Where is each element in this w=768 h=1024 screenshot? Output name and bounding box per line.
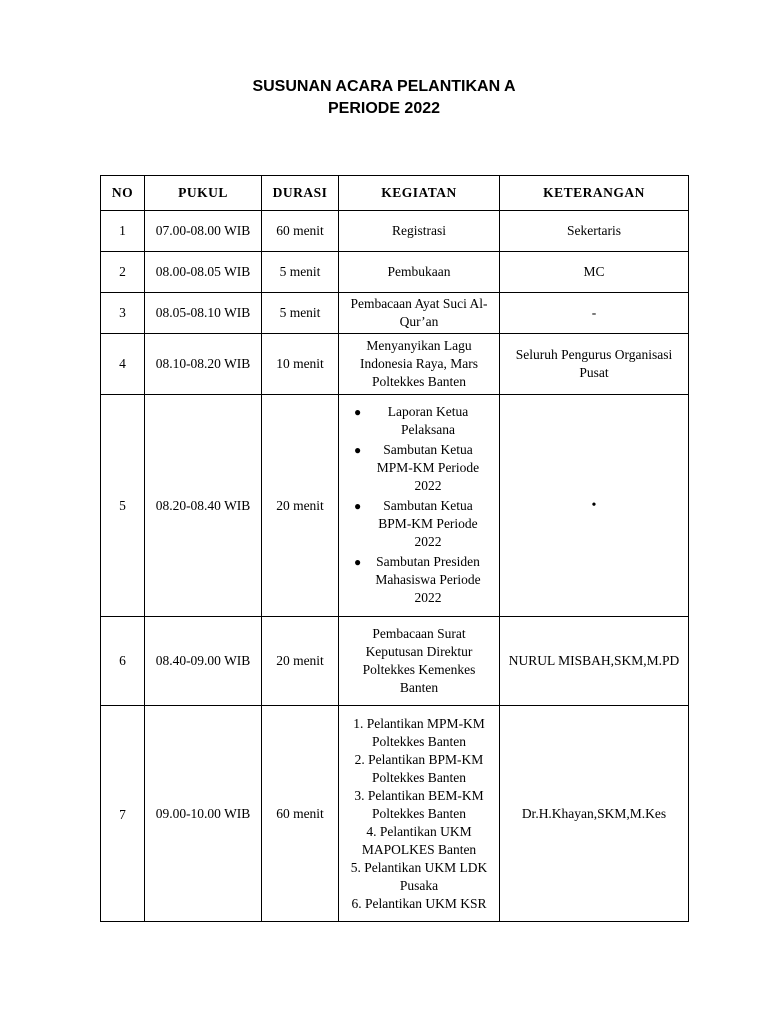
list-item: 5. Pelantikan UKM LDK Pusaka (350, 859, 488, 893)
cell-pukul: 09.00-10.00 WIB (145, 706, 262, 922)
list-item: 1. Pelantikan MPM-KM Poltekkes Banten (353, 715, 485, 749)
document-title (0, 76, 768, 120)
cell-pukul: 08.00-08.05 WIB (145, 252, 262, 293)
cell-kegiatan: Pembacaan Surat Keputusan Direktur Poltekkes Kemenkes Banten (339, 617, 500, 706)
cell-no: 5 (101, 395, 145, 617)
list-item: 2. Pelantikan BPM-KM Poltekkes Banten (354, 751, 484, 785)
table-row (101, 211, 689, 252)
table-row (101, 617, 689, 706)
bullet-icon: • (591, 498, 597, 513)
cell-keterangan: Seluruh Pengurus Organisasi Pusat (500, 334, 689, 395)
table-row (101, 706, 689, 922)
list-item: ● Sambutan Presiden Mahasiswa Periode 2022 (354, 554, 481, 605)
bullet-icon: ● (354, 405, 362, 419)
cell-pukul: 08.40-09.00 WIB (145, 617, 262, 706)
cell-no: 4 (101, 334, 145, 395)
header-keterangan: KETERANGAN (500, 176, 689, 211)
table-row (101, 334, 689, 395)
kegiatan-numbered-list (342, 715, 496, 913)
cell-pukul: 07.00-08.00 WIB (145, 211, 262, 252)
list-item: 4. Pelantikan UKM MAPOLKES Banten (361, 823, 477, 857)
cell-kegiatan: Pembukaan (339, 252, 500, 293)
cell-kegiatan: Registrasi (339, 211, 500, 252)
bullet-icon: ● (354, 555, 362, 569)
list-item: ● Laporan Ketua Pelaksana (354, 404, 469, 437)
table-row (101, 293, 689, 334)
bullet-icon: ● (354, 443, 362, 457)
cell-keterangan (500, 395, 689, 617)
header-pukul: PUKUL (145, 176, 262, 211)
cell-kegiatan (339, 395, 500, 617)
bullet-icon: ● (354, 499, 362, 513)
cell-kegiatan: Menyanyikan Lagu Indonesia Raya, Mars Poltekkes Banten (339, 334, 500, 395)
cell-keterangan: Sekertaris (500, 211, 689, 252)
cell-keterangan: MC (500, 252, 689, 293)
kegiatan-bullet-list (342, 403, 496, 607)
cell-durasi: 5 menit (262, 293, 339, 334)
cell-durasi: 60 menit (262, 211, 339, 252)
list-item: ● Sambutan Ketua MPM-KM Periode 2022 (354, 442, 480, 493)
cell-keterangan: - (500, 293, 689, 334)
title-line-1: SUSUNAN ACARA PELANTIKAN A (252, 78, 516, 95)
table-header-row (101, 176, 689, 211)
cell-kegiatan (339, 706, 500, 922)
header-durasi: DURASI (262, 176, 339, 211)
list-item: 6. Pelantikan UKM KSR (351, 895, 487, 911)
cell-durasi: 10 menit (262, 334, 339, 395)
cell-pukul: 08.10-08.20 WIB (145, 334, 262, 395)
cell-durasi: 20 menit (262, 617, 339, 706)
cell-keterangan: NURUL MISBAH,SKM,M.PD (500, 617, 689, 706)
agenda-table (100, 175, 689, 922)
table-row (101, 252, 689, 293)
title-line-2: PERIODE 2022 (327, 100, 441, 117)
cell-pukul: 08.20-08.40 WIB (145, 395, 262, 617)
cell-no: 2 (101, 252, 145, 293)
cell-kegiatan: Pembacaan Ayat Suci Al-Qur’an (339, 293, 500, 334)
header-kegiatan: KEGIATAN (339, 176, 500, 211)
cell-durasi: 20 menit (262, 395, 339, 617)
cell-pukul: 08.05-08.10 WIB (145, 293, 262, 334)
cell-no: 1 (101, 211, 145, 252)
list-item: ● Sambutan Ketua BPM-KM Periode 2022 (354, 498, 478, 549)
table-row (101, 395, 689, 617)
cell-no: 6 (101, 617, 145, 706)
cell-keterangan: Dr.H.Khayan,SKM,M.Kes (500, 706, 689, 922)
list-item: 3. Pelantikan BEM-KM Poltekkes Banten (354, 787, 484, 821)
cell-durasi: 5 menit (262, 252, 339, 293)
cell-no: 7 (101, 706, 145, 922)
cell-no: 3 (101, 293, 145, 334)
cell-durasi: 60 menit (262, 706, 339, 922)
header-no: NO (101, 176, 145, 211)
